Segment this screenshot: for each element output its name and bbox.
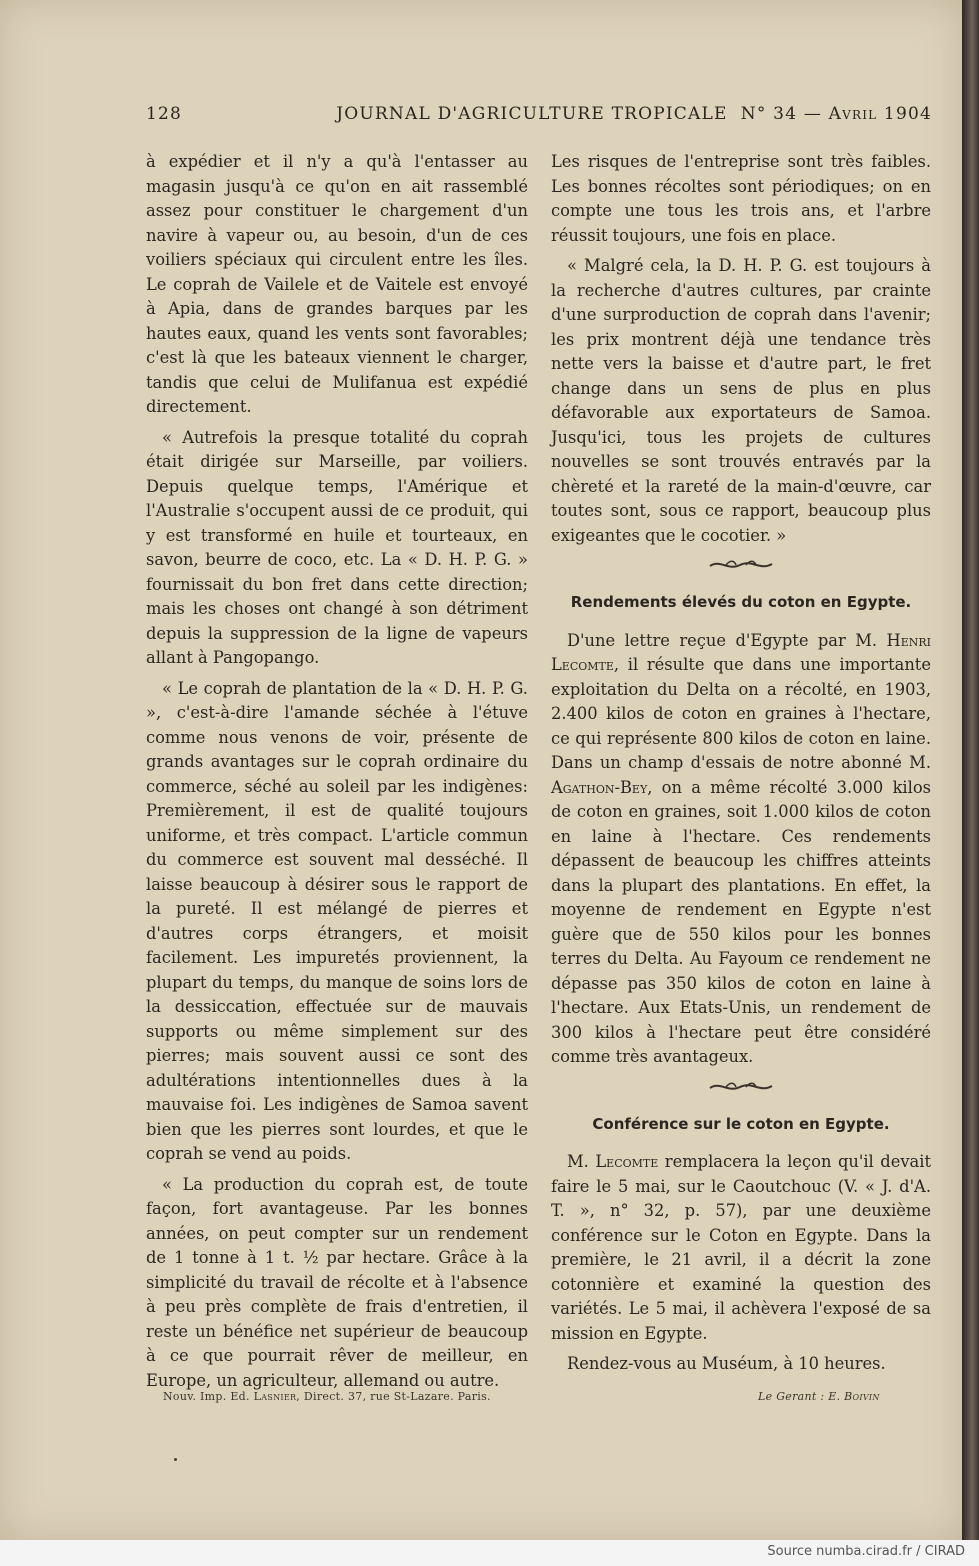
cotton-yields-text-c: , on a même récolté 3.000 kilos de coton en graines, soit 1.000 kilos de coton en laine à l'hectare. Ces rendements dépassent de beaucoup les chiffres atteints dans la plupart des plantations. En effet, la moyenne de rendement en Egypte n'est guère que de 550 kilos pour les bonnes terres du Delta. Au Fayoum ce rendement ne dépasse pas 350 kilos de coton en laine à l'hectare. Aux Etats-Unis, un rendement de 300 kilos à l'hectare peut être considéré comme très avantageux.: [551, 777, 931, 1066]
running-title: [336, 104, 932, 124]
printer-name: Lasnier: [253, 1390, 297, 1403]
conference-text-b: remplacera la leçon qu'il devait faire le 5 mai, sur le Caoutchouc (V. « J. d'A. T. », n° 32, p. 57), par une deuxième conférence sur le Coton en Egypte. Dans la première, le 21 avril, il a décrit la zone cotonnière et examiné la question des variétés. Le 5 mai, il achèvera l'exposé de sa mission en Egypte.: [551, 1152, 931, 1343]
cotton-yields-paragraph: [551, 629, 931, 1070]
manager-name: E. Boivin: [828, 1390, 880, 1403]
ornament-divider-icon: [551, 1078, 931, 1098]
person-name-lecomte-2: Lecomte: [595, 1152, 659, 1171]
issue-date: — Avril 1904: [803, 104, 932, 124]
left-paragraph-2: « Autrefois la presque totalité du coprah était dirigée sur Marseille, par voiliers. Depuis quelque temps, l'Amérique et l'Australie s'occupent aussi de ce produit, qui y est transformé en huile et tourteaux, en savon, beurre de coco, etc. La « D. H. P. G. » fournissait du bon fret dans cette direction; mais les choses ont changé à son détriment depuis la suppression de la ligne de vapeurs allant à Pangopango.: [146, 427, 528, 667]
person-name-agathon-bey: Agathon-Bey: [551, 777, 648, 797]
source-bar: [0, 1540, 979, 1566]
left-paragraph-3: « Le coprah de plantation de la « D. H. P. G. », c'est-à-dire l'amande séchée à l'étuve comme nous venons de voir, présente de grands avantages sur le coprah ordinaire du commerce, séché au soleil par les indigènes: Premièrement, il est de qualité toujours uniforme, et très compact. L'article commun du commerce est souvent mal desséché. Il laisse beaucoup à désirer sous le rapport de la pureté. Il est mélangé de pierres et d'autres corps étrangers, et moisit facilement. Les impuretés proviennent, la plupart du temps, du manque de soins lors de la dessiccation, effectuée sur de mauvais supports ou même simplement sur des pierres; mais souvent aussi ce sont des adultérations intentionnelles dues à la mauvaise foi. Les indigènes de Samoa savent bien que les pierres sont lourdes, et que le coprah se vend au poids.: [146, 678, 528, 1163]
issue-number: N° 34: [740, 104, 798, 124]
conference-paragraph: [551, 1150, 931, 1346]
printer-text-a: Nouv. Imp. Ed.: [163, 1390, 254, 1403]
printer-imprint: [163, 1390, 491, 1403]
right-paragraph-2: « Malgré cela, la D. H. P. G. est toujours à la recherche d'autres cultures, par crainte d'une surproduction de coprah dans l'avenir; les prix montrent déjà une tendance très nette vers la baisse et d'autre part, le fret change dans un sens de plus en plus défavorable aux exportateurs de Samoa. Jusqu'ici, tous les projets de cultures nouvelles se sont trouvés entravés par la chèreté et la rareté de la main-d'œuvre, car toutes sont, sous ce rapport, beaucoup plus exigeantes que le cocotier. »: [551, 256, 931, 545]
running-header: [146, 104, 932, 134]
section-title-cotton-yields: Rendements élevés du coton en Egypte.: [570, 593, 912, 611]
person-name-lecomte: Henri Lecomte: [551, 630, 931, 674]
journal-title: JOURNAL D'AGRICULTURE TROPICALE: [336, 104, 728, 124]
left-column: [146, 150, 528, 1399]
cotton-yields-text-b: , il résulte que dans une importante exploitation du Delta on a récolté, en 1903, 2.400 kilos de coton en graines à l'hectare, ce qui représente 800 kilos de coton en laine. Dans un champ d'essais de notre abonné M.: [551, 655, 931, 772]
book-edge: [962, 0, 979, 1540]
conference-rendezvous: Rendez-vous au Muséum, à 10 heures.: [567, 1354, 886, 1373]
source-caption: Source numba.cirad.fr / CIRAD: [767, 1544, 965, 1559]
page-number: 128: [146, 104, 183, 124]
cotton-yields-text-a: D'une lettre reçue d'Egypte par M.: [567, 630, 887, 650]
printer-text-b: , Direct. 37, rue St-Lazare. Paris.: [296, 1390, 491, 1403]
left-paragraph-1: à expédier et il n'y a qu'à l'entasser au magasin jusqu'à ce qu'on en ait rassemblé assez pour constituer le chargement d'un navire à vapeur ou, au besoin, d'un de ces voiliers spéciaux qui circulent entre les îles. Le coprah de Vailele et de Vaitele est envoyé à Apia, dans de grandes barques par les hautes eaux, quand les vents sont favorables; c'est là que les bateaux viennent le charger, tandis que celui de Mulifanua est expédié directement.: [146, 152, 528, 416]
speck: [174, 1458, 177, 1461]
manager-label: Le Gerant :: [758, 1390, 829, 1403]
ornament-divider-icon: [551, 556, 931, 576]
conference-text-a: M.: [567, 1152, 596, 1171]
manager-imprint: [758, 1390, 880, 1403]
right-paragraph-1: Les risques de l'entreprise sont très faibles. Les bonnes récoltes sont périodiques; on en compte une tous les trois ans, et l'arbre réussit toujours, une fois en place.: [551, 152, 931, 245]
section-title-conference: Conférence sur le coton en Egypte.: [592, 1114, 890, 1133]
left-paragraph-4: « La production du coprah est, de toute façon, fort avantageuse. Par les bonnes années, on peut compter sur un rendement de 1 tonne à 1 t. ½ par hectare. Grâce à la simplicité du travail de récolte et à l'absence à peu près complète de frais d'entretien, il reste un bénéfice net supérieur de beaucoup à ce que pourrait rêver de meilleur, en Europe, un agriculteur, allemand ou autre.: [146, 1174, 528, 1390]
right-column: [551, 150, 931, 1383]
